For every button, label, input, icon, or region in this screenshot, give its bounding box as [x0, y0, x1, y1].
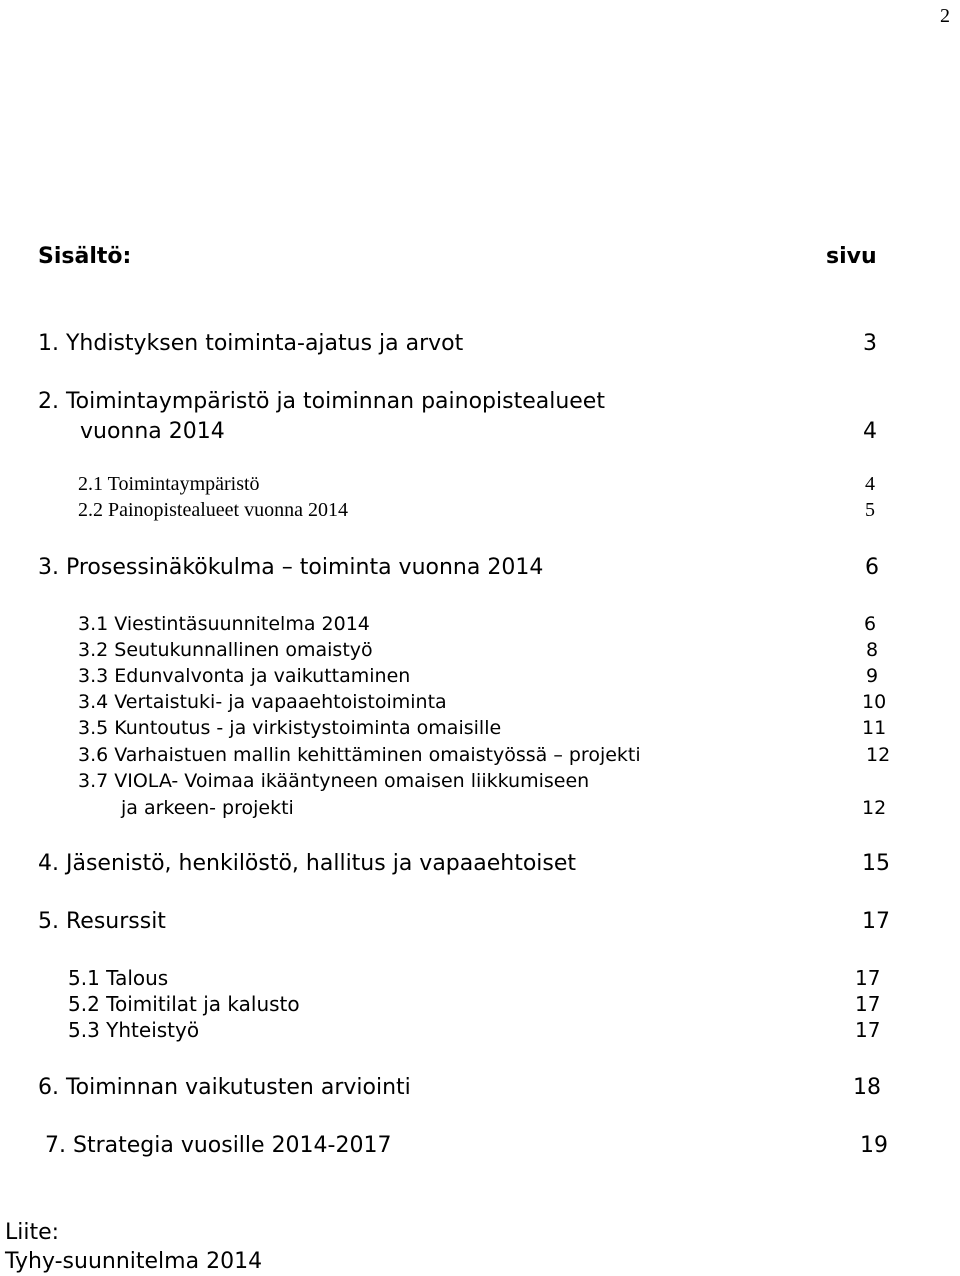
toc-entry-3-6-text: 3.6 Varhaistuen mallin kehittäminen omaistyössä – projekti	[78, 744, 641, 766]
toc-entry-6-page: 18	[853, 1075, 881, 1100]
toc-entry-5-1-page: 17	[855, 966, 881, 990]
toc-entry-1-page: 3	[863, 331, 877, 356]
toc-entry-2-2-text: 2.2 Painopistealueet vuonna 2014	[78, 499, 348, 521]
toc-entry-5-page: 17	[862, 909, 890, 934]
toc-entry-2-text: 2. Toimintaympäristö ja toiminnan painopistealueet	[38, 389, 605, 414]
toc-entry-3-2-text: 3.2 Seutukunnallinen omaistyö	[78, 639, 373, 661]
toc-entry-2-2-page: 5	[865, 499, 875, 521]
appendix-label: Liite:	[5, 1220, 60, 1245]
toc-entry-5-2-text: 5.2 Toimitilat ja kalusto	[68, 992, 300, 1016]
toc-entry-3-6-page: 12	[866, 744, 891, 766]
appendix-item: Tyhy-suunnitelma 2014	[5, 1249, 263, 1274]
toc-entry-3-2-page: 8	[866, 639, 879, 661]
toc-entry-2-1-text: 2.1 Toimintaympäristö	[78, 473, 260, 495]
toc-entry-5-text: 5. Resurssit	[38, 909, 166, 934]
toc-heading: Sisältö:	[38, 244, 132, 269]
toc-entry-3-5-page: 11	[862, 717, 887, 739]
toc-entry-3-text: 3. Prosessinäkökulma – toiminta vuonna 2014	[38, 555, 544, 580]
page-number: 2	[940, 5, 950, 27]
toc-entry-3-7-text-continued: ja arkeen- projekti	[121, 797, 294, 819]
toc-entry-6-text: 6. Toiminnan vaikutusten arviointi	[38, 1075, 411, 1100]
toc-entry-2-1-page: 4	[865, 473, 875, 495]
toc-entry-3-page: 6	[865, 555, 879, 580]
toc-entry-3-1-text: 3.1 Viestintäsuunnitelma 2014	[78, 613, 370, 635]
toc-entry-7-page: 19	[860, 1133, 888, 1158]
toc-entry-3-4-text: 3.4 Vertaistuki- ja vapaaehtoistoiminta	[78, 691, 447, 713]
toc-entry-5-3-text: 5.3 Yhteistyö	[68, 1018, 200, 1042]
toc-entry-3-1-page: 6	[864, 613, 877, 635]
toc-entry-2-text-continued: vuonna 2014	[80, 419, 225, 444]
toc-entry-2-page: 4	[863, 419, 877, 444]
toc-page-heading: sivu	[826, 244, 877, 269]
toc-entry-3-3-page: 9	[866, 665, 879, 687]
toc-entry-4-page: 15	[862, 851, 890, 876]
toc-entry-5-3-page: 17	[855, 1018, 881, 1042]
toc-entry-3-4-page: 10	[862, 691, 887, 713]
toc-entry-3-3-text: 3.3 Edunvalvonta ja vaikuttaminen	[78, 665, 411, 687]
toc-entry-1-text: 1. Yhdistyksen toiminta-ajatus ja arvot	[38, 331, 464, 356]
toc-entry-4-text: 4. Jäsenistö, henkilöstö, hallitus ja vapaaehtoiset	[38, 851, 577, 876]
toc-entry-3-5-text: 3.5 Kuntoutus - ja virkistystoiminta omaisille	[78, 717, 502, 739]
toc-entry-5-2-page: 17	[855, 992, 881, 1016]
toc-entry-3-7-page: 12	[862, 797, 887, 819]
toc-entry-5-1-text: 5.1 Talous	[68, 966, 169, 990]
toc-entry-7-text: 7. Strategia vuosille 2014-2017	[45, 1133, 392, 1158]
toc-entry-3-7-text: 3.7 VIOLA- Voimaa ikääntyneen omaisen liikkumiseen	[78, 770, 590, 792]
